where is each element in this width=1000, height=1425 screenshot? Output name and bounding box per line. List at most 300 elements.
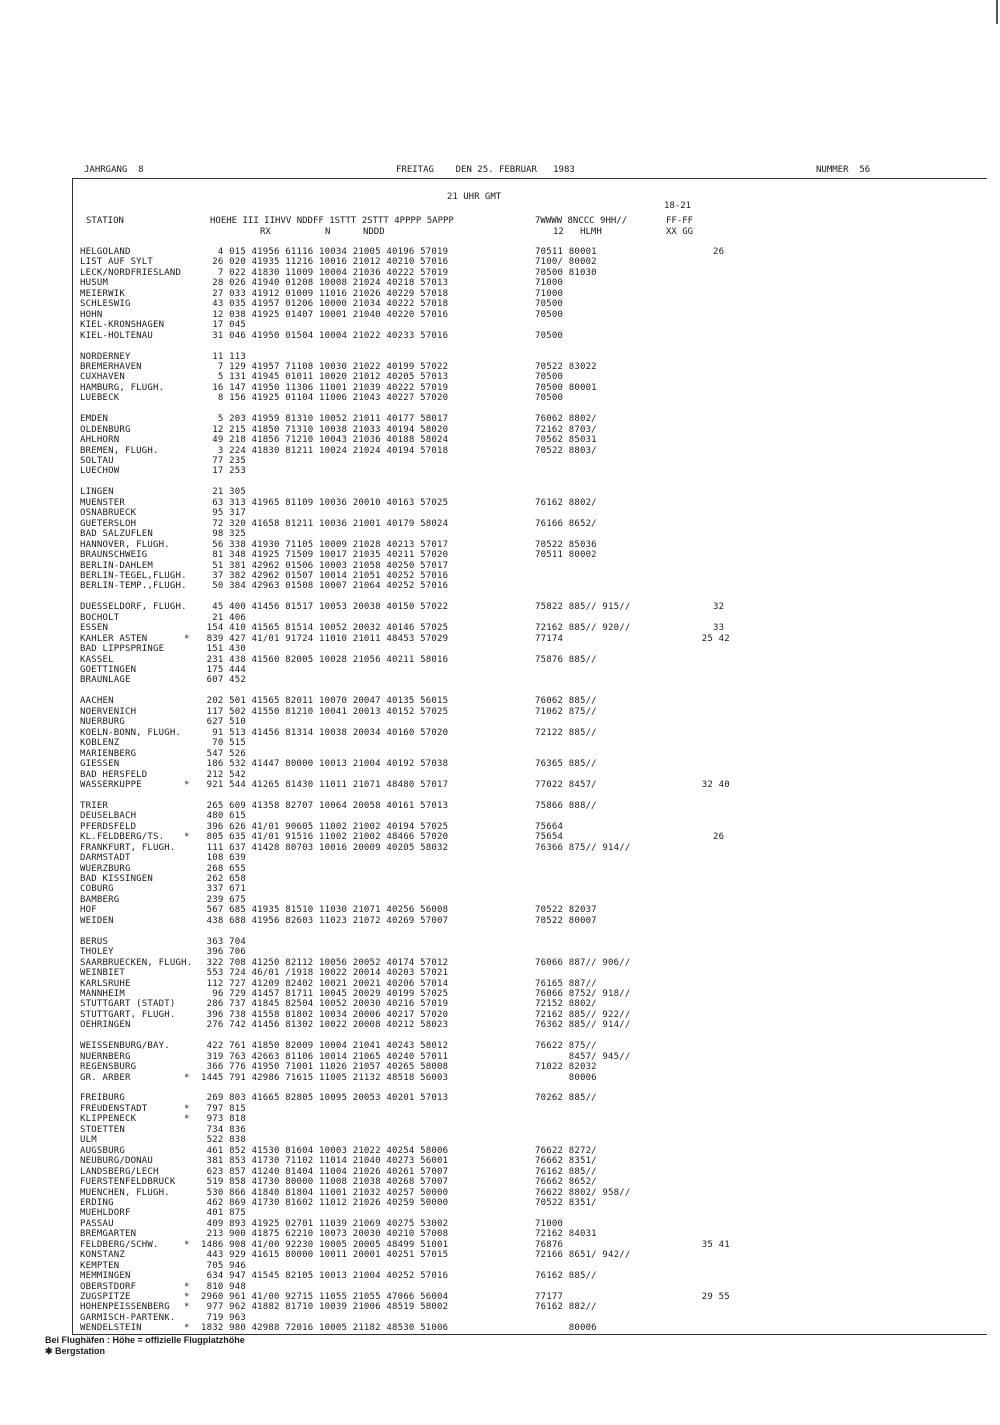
synop-groups: 17 045 [201, 320, 246, 331]
synop-groups: 45 400 41456 81517 10053 20038 40150 57022 [201, 602, 449, 613]
synop-groups: 21 305 [201, 487, 246, 498]
synop-groups: 567 685 41935 81510 11030 21071 40256 56008 [201, 905, 449, 916]
mountain-marker: * [184, 1302, 190, 1313]
weather-groups: 71000 [535, 278, 564, 289]
station-name: THOLEY [80, 947, 114, 958]
synop-groups: 50 384 42963 01508 10007 21064 40252 57016 [201, 581, 449, 592]
synop-groups: 28 026 41940 01208 10008 21024 40218 57013 [201, 278, 449, 289]
weather-groups: 7100/ 80002 [535, 257, 597, 268]
weather-groups: 76062 885// [535, 696, 597, 707]
station-name: NUERNBERG [80, 1051, 131, 1062]
synop-groups: 363 704 [201, 936, 246, 947]
weather-groups: 75876 885// [535, 654, 597, 665]
station-name: GARMISCH-PARTENK. [80, 1312, 176, 1323]
station-name: GR. ARBER [80, 1072, 131, 1083]
synop-groups: 627 510 [201, 717, 246, 728]
mountain-marker: * [184, 1239, 190, 1250]
synop-groups: 522 838 [201, 1135, 246, 1146]
synop-groups: 337 671 [201, 884, 246, 895]
table-row [0, 247, 1000, 258]
table-row [0, 1271, 1000, 1282]
table-row [0, 1125, 1000, 1136]
station-name: NOERVENICH [80, 706, 137, 717]
synop-groups: 27 033 41912 01009 11016 21026 40229 57018 [201, 288, 449, 299]
table-row [0, 1177, 1000, 1188]
mountain-marker: * [184, 1323, 190, 1334]
gust-groups: 35 41 [640, 1239, 730, 1250]
table-row [0, 738, 1000, 749]
gust-groups: 29 55 [640, 1292, 730, 1302]
station-name: STOETTEN [80, 1124, 125, 1135]
synop-groups: 2960 961 41/00 92715 11055 21055 47066 56004 [201, 1292, 449, 1302]
synop-groups: 49 218 41856 71210 10043 21036 40188 58024 [201, 435, 449, 446]
station-name: KONSTANZ [80, 1250, 125, 1261]
table-row [0, 1135, 1000, 1146]
station-name: NORDERNEY [80, 351, 131, 362]
gust-groups: 26 [640, 832, 725, 843]
table-row [0, 916, 1000, 927]
synop-groups: 37 382 42962 01507 10014 21051 40252 57016 [201, 570, 449, 581]
station-name: BERLIN-DAHLEM [80, 560, 154, 571]
station-name: MANNHEIM [80, 988, 125, 999]
station-name: FREIBURG [80, 1093, 125, 1104]
synop-groups: 31 046 41950 01504 10004 21022 40233 57016 [201, 330, 449, 341]
table-row [0, 1020, 1000, 1031]
weather-groups: 71022 82032 [535, 1062, 597, 1073]
table-row [0, 581, 1000, 592]
station-name: AUGSBURG [80, 1145, 125, 1156]
table-row [0, 602, 1000, 613]
mountain-marker: * [184, 1103, 190, 1114]
station-name: LIST AUF SYLT [80, 257, 154, 268]
mountain-marker: * [184, 633, 190, 644]
weather-groups: 72152 8802/ [535, 999, 597, 1010]
station-name: BERLIN-TEMP.,FLUGH. [80, 581, 187, 592]
table-row [0, 446, 1000, 457]
station-name: KASSEL [80, 654, 114, 665]
station-name: LINGEN [80, 487, 114, 498]
table-row [0, 257, 1000, 268]
station-name: LUECHOW [80, 466, 120, 477]
synop-groups: 553 724 46/01 /1918 10022 20014 40203 57021 [201, 968, 449, 979]
synop-groups: 5 131 41945 01011 10020 21012 40205 57013 [201, 372, 449, 383]
synop-groups: 396 738 41558 81802 10034 20006 40217 57020 [201, 1009, 449, 1020]
table-row [0, 780, 1000, 791]
table-row [0, 1156, 1000, 1167]
synop-groups: 530 866 41840 81804 11001 21032 40257 50000 [201, 1187, 449, 1198]
synop-groups: 7 022 41830 11009 10004 21036 40222 57019 [201, 267, 449, 278]
weather-groups: 70522 80007 [535, 915, 597, 926]
gust-groups: 32 40 [640, 779, 730, 790]
weather-groups: 76162 882// [535, 1302, 597, 1313]
station-name: WUERZBURG [80, 863, 131, 874]
synop-groups: 70 515 [201, 738, 246, 749]
table-row [0, 1041, 1000, 1052]
table-row [0, 832, 1000, 843]
synop-groups: 422 761 41850 82009 10004 21041 40243 58012 [201, 1041, 449, 1052]
weather-groups: 76066 887// 906// [535, 957, 631, 968]
table-row [0, 811, 1000, 822]
ff-header-line2: XX GG [666, 227, 694, 237]
station-name: MUEHLDORF [80, 1208, 131, 1219]
table-row [0, 1250, 1000, 1261]
synop-groups: 5 203 41959 81310 10052 21011 40177 58017 [201, 414, 449, 425]
weather-groups: 77177 [535, 1292, 564, 1302]
station-name: SAARBRUECKEN, FLUGH. [80, 957, 193, 968]
weather-groups: 76622 875// [535, 1041, 597, 1052]
table-row [0, 1114, 1000, 1125]
table-row [0, 393, 1000, 404]
synop-groups: 607 452 [201, 675, 246, 686]
date-label: FREITAG DEN 25. FEBRUAR 1983 [396, 165, 575, 175]
table-row [0, 1282, 1000, 1293]
station-name: AACHEN [80, 696, 114, 707]
synop-groups: 21 406 [201, 612, 246, 623]
station-name: FUERSTENFELDBRUCK [80, 1177, 176, 1188]
edge-mark [996, 0, 998, 24]
table-row [0, 362, 1000, 373]
synop-groups: 462 869 41730 81602 11012 21026 40259 50000 [201, 1197, 449, 1208]
table-row [0, 1208, 1000, 1219]
mountain-marker: * [184, 832, 190, 843]
table-row [0, 561, 1000, 572]
weather-groups: 76662 8652/ [535, 1177, 597, 1188]
synop-groups: 212 542 [201, 769, 246, 780]
station-name: HOHN [80, 309, 103, 320]
table-spacer [0, 1083, 1000, 1094]
weather-groups: 70262 885// [535, 1093, 597, 1104]
synop-groups: 3 224 41830 81211 10024 21024 40194 57018 [201, 445, 449, 456]
synop-groups: 366 776 41950 71001 11026 21057 40265 58008 [201, 1062, 449, 1073]
synop-groups: 519 858 41730 80000 11008 21038 40268 57007 [201, 1177, 449, 1188]
station-name: SCHLESWIG [80, 299, 131, 310]
synop-groups: 438 688 41956 82603 11023 21072 40269 57007 [201, 915, 449, 926]
station-name: OEHRINGEN [80, 1020, 131, 1031]
synop-groups: 623 857 41240 81404 11004 21026 40261 57007 [201, 1166, 449, 1177]
synop-groups: 839 427 41/01 91724 11010 21011 48453 57029 [201, 633, 449, 644]
synop-groups: 112 727 41209 82402 10021 20021 40206 57014 [201, 978, 449, 989]
station-name: BAD LIPPSPRINGE [80, 644, 165, 655]
table-spacer [0, 592, 1000, 603]
table-row [0, 1219, 1000, 1230]
table-row [0, 696, 1000, 707]
synop-groups: 12 215 41850 71310 10038 21033 40194 58020 [201, 424, 449, 435]
station-name: KL.FELDBERG/TS. [80, 832, 165, 843]
ww-header-line1: 7WWWW 8NCCC 9HH// [535, 216, 628, 226]
weather-groups: 80006 [535, 1323, 597, 1334]
weather-groups: 70522 83022 [535, 361, 597, 372]
table-row [0, 352, 1000, 363]
table-row [0, 1261, 1000, 1272]
weather-groups: 76366 875// 914// [535, 842, 631, 853]
station-name: WEINBIET [80, 968, 125, 979]
weather-groups: 75866 888// [535, 800, 597, 811]
synop-groups: 286 737 41845 82504 10052 20030 40216 57019 [201, 999, 449, 1010]
nummer-label: NUMMER 56 [816, 165, 871, 175]
synop-groups: 396 706 [201, 947, 246, 958]
synop-groups: 921 544 41265 81430 11011 21071 48480 57017 [201, 779, 449, 790]
station-name: BAD SALZUFLEN [80, 529, 154, 540]
station-name: KOELN-BONN, FLUGH. [80, 727, 182, 738]
station-name: KOBLENZ [80, 738, 120, 749]
table-row [0, 320, 1000, 331]
weather-groups: 76365 885// [535, 759, 597, 770]
synop-groups: 461 852 41530 81604 10003 21022 40254 58006 [201, 1145, 449, 1156]
table-row [0, 487, 1000, 498]
groups-header-line1: HOEHE III IIHVV NDDFF 1STTT 2STTT 4PPPP 5APPP [210, 216, 454, 226]
station-name: KIEL-HOLTENAU [80, 330, 154, 341]
table-row [0, 623, 1000, 634]
table-row [0, 435, 1000, 446]
station-name: NUERBURG [80, 717, 125, 728]
table-row [0, 999, 1000, 1010]
synop-groups: 154 410 41565 81514 10052 20032 40146 57025 [201, 623, 449, 634]
weather-groups: 70500 [535, 372, 564, 383]
table-row [0, 1073, 1000, 1084]
weather-groups: 72162 84031 [535, 1229, 597, 1240]
table-row [0, 1302, 1000, 1313]
weather-groups: 75664 [535, 821, 564, 832]
station-name: COBURG [80, 884, 114, 895]
station-name: WEIDEN [80, 915, 114, 926]
table-row [0, 728, 1000, 739]
weather-groups: 75822 885// 915// [535, 602, 631, 613]
table-row [0, 529, 1000, 540]
synop-groups: 77 235 [201, 456, 246, 466]
station-name: PASSAU [80, 1218, 114, 1229]
synop-groups: 111 637 41428 80703 10016 20009 40205 58032 [201, 842, 449, 853]
station-name: STUTTGART, FLUGH. [80, 1009, 176, 1020]
weather-groups: 76066 8752/ 918// [535, 988, 631, 999]
table-row [0, 822, 1000, 833]
synop-groups: 56 338 41930 71105 10009 21028 40213 57017 [201, 539, 449, 550]
table-row [0, 665, 1000, 676]
synop-groups: 396 626 41/01 90605 11002 21002 40194 57025 [201, 821, 449, 832]
weather-groups: 76662 8351/ [535, 1156, 597, 1167]
station-name: GUETERSLOH [80, 518, 137, 529]
report-header [74, 165, 986, 177]
synop-groups: 268 655 [201, 863, 246, 874]
synop-groups: 319 763 42663 81106 10014 21065 40240 57011 [201, 1051, 449, 1062]
synop-groups: 51 381 42962 01506 10003 21058 40250 57017 [201, 560, 449, 571]
table-spacer [0, 686, 1000, 697]
synop-groups: 213 900 41875 62210 10073 20030 40210 57008 [201, 1229, 449, 1240]
jahrgang-label: JAHRGANG 8 [84, 165, 144, 175]
table-row [0, 571, 1000, 582]
synop-groups: 16 147 41950 11306 11001 21039 40222 57019 [201, 382, 449, 393]
table-row [0, 958, 1000, 969]
weather-groups: 70522 82037 [535, 905, 597, 916]
station-name: BRAUNLAGE [80, 675, 131, 686]
table-row [0, 299, 1000, 310]
weather-groups: 71062 875// [535, 706, 597, 717]
station-name: KEMPTEN [80, 1260, 120, 1271]
station-name: LUEBECK [80, 393, 120, 404]
weather-groups: 70500 [535, 330, 564, 341]
table-row [0, 519, 1000, 530]
synop-groups: 443 929 41615 80000 10011 20001 40251 57015 [201, 1250, 449, 1261]
mountain-marker: * [184, 1292, 190, 1302]
synop-groups: 108 639 [201, 853, 246, 864]
table-row [0, 372, 1000, 383]
station-name: BRAUNSCHWEIG [80, 550, 148, 561]
weather-groups: 76165 887// [535, 978, 597, 989]
weather-groups: 72122 885// [535, 727, 597, 738]
synop-groups: 381 853 41730 71102 11014 21040 40273 56001 [201, 1156, 449, 1167]
synop-groups: 96 729 41457 81711 10045 20029 40199 57025 [201, 988, 449, 999]
range-label: 18-21 [664, 201, 692, 211]
footnote [45, 1335, 245, 1357]
synop-groups: 11 113 [201, 351, 246, 362]
weather-groups: 76622 8272/ [535, 1145, 597, 1156]
weather-groups: 76162 885// [535, 1166, 597, 1177]
station-name: DEUSELBACH [80, 811, 137, 822]
table-row [0, 1292, 1000, 1303]
table-row [0, 759, 1000, 770]
weather-groups: 72162 885// 920// [535, 623, 631, 634]
weather-groups: 70522 8803/ [535, 445, 597, 456]
weather-groups: 70500 81030 [535, 267, 597, 278]
table-row [0, 498, 1000, 509]
station-name: KARLSRUHE [80, 978, 131, 989]
table-row [0, 801, 1000, 812]
table-row [0, 884, 1000, 895]
table-row [0, 1146, 1000, 1157]
weather-groups: 70500 [535, 309, 564, 320]
synop-groups: 480 615 [201, 811, 246, 822]
station-name: BOCHOLT [80, 612, 120, 623]
station-name: KLIPPENECK [80, 1114, 137, 1125]
station-name: EMDEN [80, 414, 109, 425]
station-name: AHLHORN [80, 435, 120, 446]
synop-groups: 231 438 41560 82005 10028 21056 40211 58016 [201, 654, 449, 665]
weather-groups: 70511 80002 [535, 550, 597, 561]
mountain-marker: * [184, 1281, 190, 1292]
station-name: MUENCHEN, FLUGH. [80, 1187, 170, 1198]
station-name: FRANKFURT, FLUGH. [80, 842, 176, 853]
synop-groups: 12 038 41925 01407 10001 21040 40220 57016 [201, 309, 449, 320]
station-name: MUENSTER [80, 497, 125, 508]
synop-groups: 175 444 [201, 665, 246, 675]
station-name: REGENSBURG [80, 1062, 137, 1073]
station-name: WASSERKUPPE [80, 779, 142, 790]
station-name: HUSUM [80, 278, 109, 289]
station-name: GOETTINGEN [80, 665, 137, 675]
station-header: STATION [86, 216, 124, 226]
table-row [0, 1198, 1000, 1209]
table-row [0, 540, 1000, 551]
weather-groups: 72162 885// 922// [535, 1009, 631, 1020]
table-row [0, 1167, 1000, 1178]
weather-groups: 72162 8703/ [535, 424, 597, 435]
table-row [0, 1323, 1000, 1334]
station-name: LANDSBERG/LECH [80, 1166, 159, 1177]
weather-groups: 75654 [535, 832, 564, 843]
weather-groups: 70522 85036 [535, 539, 597, 550]
synop-groups: 973 818 [201, 1114, 246, 1125]
synop-groups: 797 815 [201, 1103, 246, 1114]
weather-groups: 71000 [535, 1218, 564, 1229]
synop-groups: 98 325 [201, 529, 246, 540]
synop-groups: 634 947 41545 82105 10013 21004 40252 57016 [201, 1271, 449, 1282]
station-name: HOF [80, 905, 97, 916]
synop-groups: 1832 980 42988 72016 10005 21182 48530 51006 [201, 1323, 449, 1334]
synop-groups: 26 020 41935 11216 10016 21012 40210 57016 [201, 257, 449, 268]
synop-groups: 401 875 [201, 1208, 246, 1219]
station-name: DUESSELDORF, FLUGH. [80, 602, 187, 613]
table-row [0, 979, 1000, 990]
weather-groups: 70562 85031 [535, 435, 597, 446]
time-label: 21 UHR GMT [447, 192, 502, 202]
weather-groups: 76062 8802/ [535, 414, 597, 425]
groups-header-line2: RX N NDDD [260, 227, 385, 237]
synop-groups: 81 348 41925 71509 10017 21035 40211 57020 [201, 550, 449, 561]
synop-groups: 547 526 [201, 748, 246, 759]
table-spacer [0, 1031, 1000, 1042]
weather-groups: 70500 [535, 393, 564, 404]
station-name: BAD KISSINGEN [80, 874, 154, 884]
synop-groups: 734 836 [201, 1124, 246, 1135]
gust-groups: 32 [640, 602, 725, 613]
table-row [0, 425, 1000, 436]
table-row [0, 989, 1000, 1000]
synop-groups: 977 962 41882 81710 10039 21006 48519 58002 [201, 1302, 449, 1313]
table-row [0, 1093, 1000, 1104]
station-name: LECK/NORDFRIESLAND [80, 267, 182, 278]
gust-groups: 26 [640, 247, 725, 257]
synop-groups: 269 803 41665 82805 10095 20053 40201 57013 [201, 1093, 449, 1104]
table-row [0, 937, 1000, 948]
station-name: WEISSENBURG/BAY. [80, 1041, 170, 1052]
table-row [0, 1229, 1000, 1240]
station-name: KAHLER ASTEN [80, 633, 148, 644]
table-row [0, 905, 1000, 916]
station-name: BAMBERG [80, 894, 120, 905]
weather-groups: 8457/ 945// [535, 1051, 631, 1062]
weather-groups: 70500 80001 [535, 382, 597, 393]
station-name: SOLTAU [80, 456, 114, 466]
weather-groups: 76622 8802/ 958// [535, 1187, 631, 1198]
weather-groups: 76876 [535, 1239, 564, 1250]
synop-groups: 322 708 41250 82112 10056 20052 40174 57012 [201, 957, 449, 968]
weather-groups: 77174 [535, 633, 564, 644]
table-row [0, 456, 1000, 467]
table-row [0, 717, 1000, 728]
table-row [0, 508, 1000, 519]
station-name: ZUGSPITZE [80, 1292, 131, 1302]
synop-groups: 95 317 [201, 508, 246, 519]
station-name: STUTTGART (STADT) [80, 999, 176, 1010]
station-name: FELDBERG/SCHW. [80, 1239, 159, 1250]
station-name: BERLIN-TEGEL,FLUGH. [80, 570, 187, 581]
table-spacer [0, 926, 1000, 937]
gust-groups: 33 [640, 623, 725, 634]
table-row [0, 749, 1000, 760]
station-name: BREMEN, FLUGH. [80, 445, 159, 456]
synop-groups: 8 156 41925 01104 11006 21043 40227 57020 [201, 393, 449, 404]
station-name: KIEL-KRONSHAGEN [80, 320, 165, 331]
weather-groups: 76162 885// [535, 1271, 597, 1282]
synop-groups: 705 946 [201, 1260, 246, 1271]
table-row [0, 675, 1000, 686]
table-spacer [0, 477, 1000, 488]
station-name: TRIER [80, 800, 109, 811]
table-row [0, 268, 1000, 279]
ff-header-line1: FF-FF [666, 216, 694, 226]
table-row [0, 968, 1000, 979]
station-name: ERDING [80, 1197, 114, 1208]
table-row [0, 466, 1000, 477]
